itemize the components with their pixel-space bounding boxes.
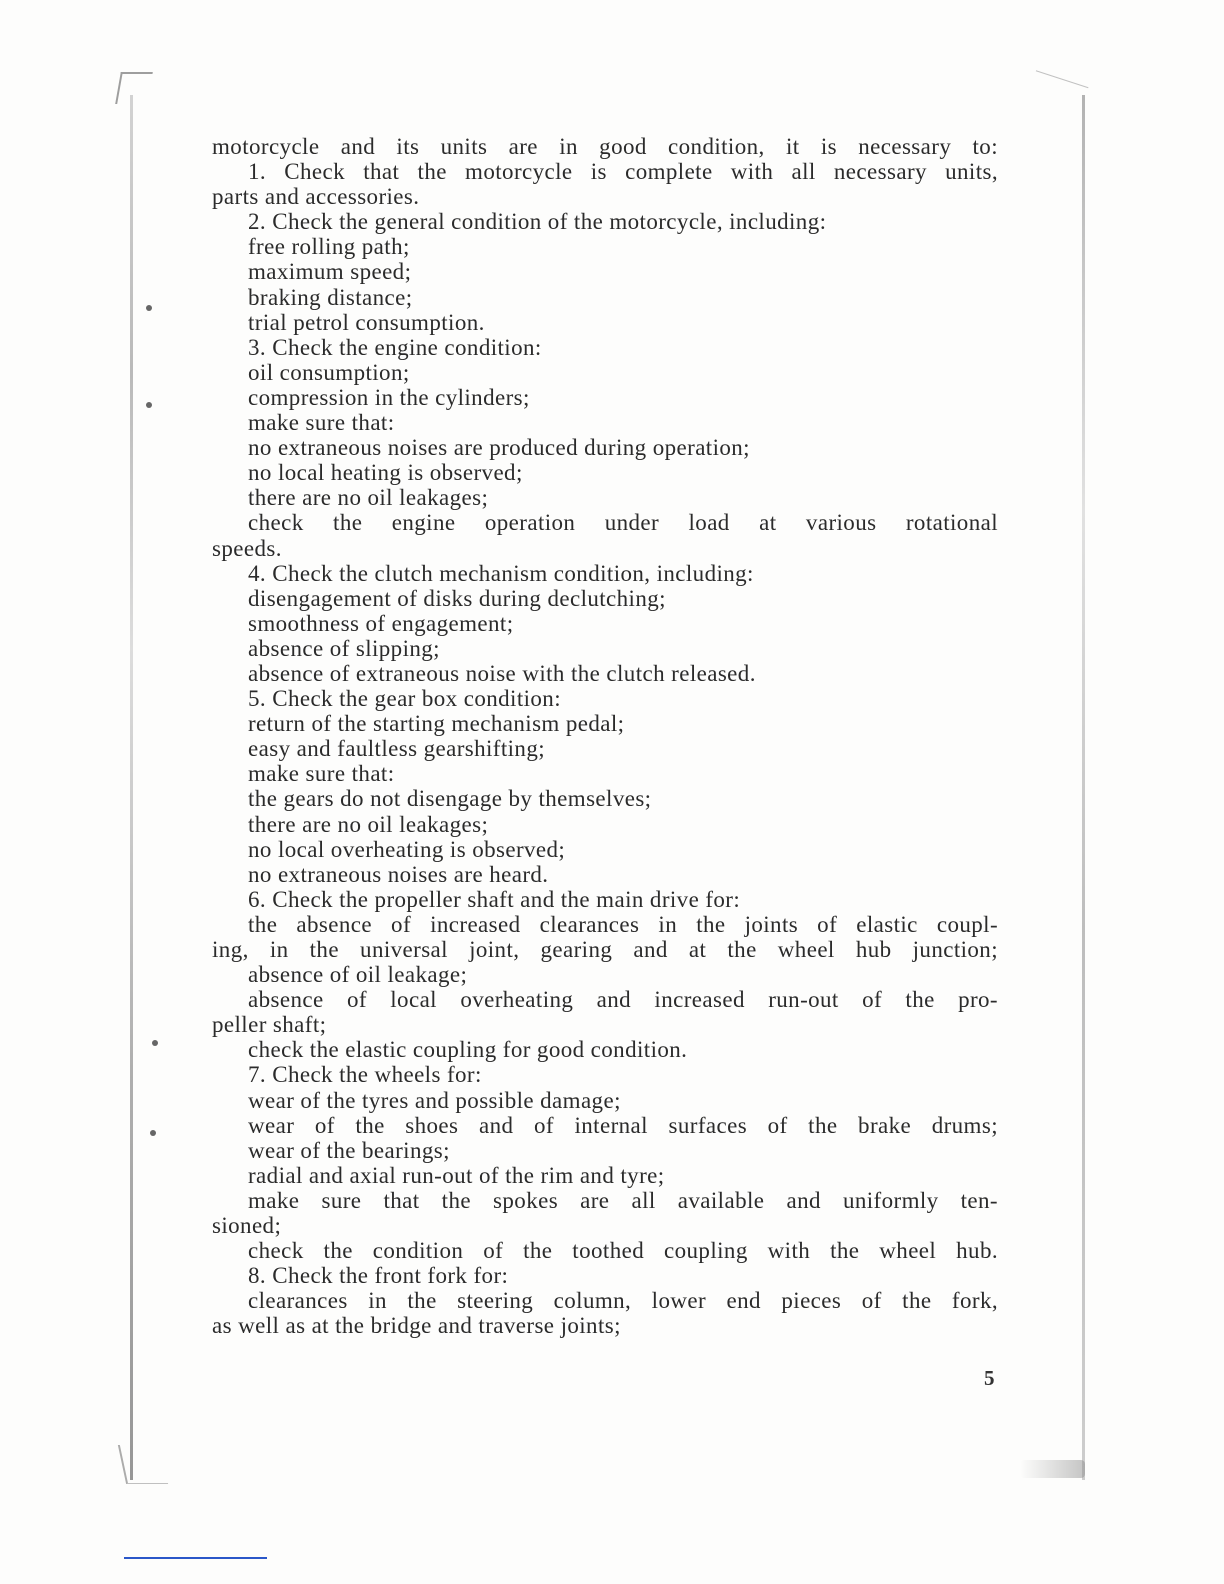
scan-corner-top-left — [115, 72, 153, 104]
text-line: absence of slipping; — [248, 635, 440, 661]
text-line: return of the starting mechanism pedal; — [248, 711, 625, 737]
text-line: absence of oil leakage; — [248, 962, 468, 988]
scan-speck — [146, 305, 152, 311]
scan-corner-bottom-right — [1020, 1460, 1085, 1478]
text-line: the gears do not disengage by themselves; — [248, 786, 652, 812]
text-line: motorcycle and its units are in good condition, it is necessary to: — [212, 134, 998, 159]
body-text — [212, 134, 998, 1339]
text-line: wear of the tyres and possible damage; — [248, 1087, 621, 1113]
text-line: clearances in the steering column, lower end pieces of the fork, — [248, 1288, 998, 1314]
text-line: sioned; — [212, 1213, 282, 1239]
text-line: make sure that: — [248, 761, 395, 787]
text-line: compression in the cylinders; — [248, 384, 530, 410]
text-line: braking distance; — [248, 284, 413, 310]
text-line: 2. Check the general condition of the motorcycle, including: — [248, 209, 827, 235]
scan-speck — [150, 1130, 156, 1136]
page-number: 5 — [984, 1366, 995, 1390]
text-line: peller shaft; — [212, 1012, 327, 1038]
text-line: make sure that: — [248, 410, 395, 436]
text-line: easy and faultless gearshifting; — [248, 736, 546, 762]
text-line: check the engine operation under load at various rotational — [248, 510, 998, 536]
text-line: check the condition of the toothed coupling with the wheel hub. — [248, 1238, 998, 1264]
scan-speck — [152, 1040, 158, 1046]
text-line: radial and axial run-out of the rim and tyre; — [248, 1162, 665, 1188]
text-line: free rolling path; — [248, 234, 410, 260]
scan-edge-right — [1082, 95, 1085, 1480]
text-line: 5. Check the gear box condition: — [248, 686, 562, 712]
text-line: absence of extraneous noise with the clutch released. — [248, 660, 756, 686]
footnote-rule — [124, 1557, 267, 1559]
text-line: 1. Check that the motorcycle is complete with all necessary units, — [248, 159, 998, 185]
text-line: speeds. — [212, 535, 282, 561]
text-line: no local overheating is observed; — [248, 836, 566, 862]
text-line: make sure that the spokes are all available and uniformly ten- — [248, 1187, 998, 1213]
text-line: no extraneous noises are produced during operation; — [248, 435, 750, 461]
text-line: maximum speed; — [248, 259, 412, 285]
scan-speck — [146, 402, 152, 408]
text-line: the absence of increased clearances in the joints of elastic coupl- — [248, 911, 998, 937]
text-line: oil consumption; — [248, 359, 410, 385]
text-line: wear of the bearings; — [248, 1137, 450, 1163]
text-line: there are no oil leakages; — [248, 811, 489, 837]
text-line: check the elastic coupling for good condition. — [248, 1037, 688, 1063]
text-line: trial petrol consumption. — [248, 309, 485, 335]
text-line: disengagement of disks during declutching; — [248, 585, 666, 611]
scan-corner-top-right — [1027, 70, 1089, 116]
text-line: smoothness of engagement; — [248, 610, 514, 636]
text-line: 6. Check the propeller shaft and the main drive for: — [248, 886, 741, 912]
text-line: there are no oil leakages; — [248, 485, 489, 511]
text-line: wear of the shoes and of internal surfaces of the brake drums; — [248, 1112, 998, 1138]
text-line: ing, in the universal joint, gearing and at the wheel hub junction; — [212, 937, 998, 962]
text-line: no local heating is observed; — [248, 460, 523, 486]
text-line: no extraneous noises are heard. — [248, 861, 549, 887]
scan-edge-left — [130, 95, 133, 1480]
text-line: 7. Check the wheels for: — [248, 1062, 482, 1088]
text-line: parts and accessories. — [212, 184, 420, 210]
text-line: absence of local overheating and increased run-out of the pro- — [248, 987, 998, 1013]
text-line: as well as at the bridge and traverse joints; — [212, 1313, 621, 1339]
text-line: 4. Check the clutch mechanism condition, including: — [248, 560, 754, 586]
text-line: 3. Check the engine condition: — [248, 334, 542, 360]
text-line: 8. Check the front fork for: — [248, 1263, 509, 1289]
scan-corner-bottom-left — [118, 1445, 168, 1484]
